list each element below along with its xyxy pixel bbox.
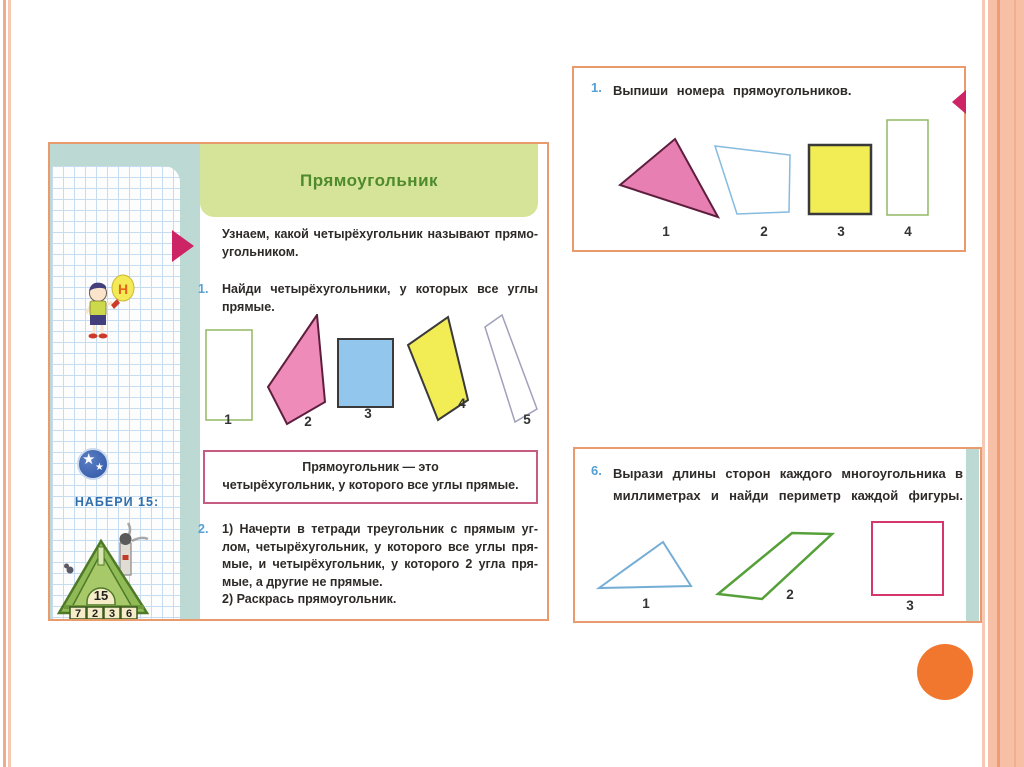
bookmark-arrow-icon — [952, 90, 966, 114]
exercise-box-1 — [572, 66, 966, 252]
shape-3-square — [872, 522, 943, 595]
star-icon: ★ — [95, 462, 104, 473]
bird-icon — [64, 564, 69, 569]
definition-term: Прямоугольник — [302, 460, 399, 474]
page-sidebar — [50, 144, 200, 619]
page-title: Прямоугольник — [200, 144, 538, 217]
exercise-text — [613, 463, 963, 507]
definition-box — [203, 450, 538, 504]
intro-line: Узнаем, какой четырёхугольник называют прямо- — [222, 227, 538, 241]
boy-shoe — [89, 334, 98, 339]
bookmark-arrow-icon — [172, 230, 194, 262]
right-edge-stripe — [982, 0, 985, 767]
task-line: лом, четырёхугольник, у которого все углы пря- — [222, 539, 538, 554]
page-edge-strip — [966, 449, 979, 621]
cell-number: 7 — [74, 608, 82, 619]
cell-number: 6 — [125, 608, 133, 619]
shape-label: 3 — [364, 406, 372, 421]
task-line: 1) Начерти в тетради треугольник с прямым уг- — [222, 522, 538, 536]
roof-ridge — [98, 547, 104, 565]
decorative-circle — [917, 644, 973, 700]
shape-1-triangle — [620, 139, 718, 217]
exercise-box-6 — [573, 447, 982, 623]
right-edge-band — [988, 0, 1024, 767]
house-illustration — [56, 521, 152, 619]
shape-label: 3 — [837, 224, 845, 239]
task-line: мые, а другие не прямые. — [222, 574, 383, 589]
shape-3-square — [809, 145, 871, 214]
exercise-number: 1. — [591, 80, 602, 95]
left-edge-stripe — [3, 0, 6, 767]
balloon-letter: Н — [117, 281, 129, 297]
sidebar-game-label: НАБЕРИ 15: — [74, 495, 160, 509]
shape-1-rectangle — [206, 330, 252, 420]
shape-2-parallelogram — [718, 533, 832, 599]
definition-line2: четырёхугольник, у которого все углы прямые. — [222, 477, 519, 492]
cell-number: 3 — [108, 608, 116, 619]
shape-label: 4 — [458, 396, 466, 411]
shape-label: 3 — [906, 598, 914, 613]
chimney-pot — [120, 533, 132, 545]
shape-2-quadrilateral — [268, 315, 325, 424]
task-line: 2) Раскрась прямоугольник. — [222, 592, 397, 606]
smoke-icon — [132, 538, 148, 541]
star-badge-icon — [77, 448, 109, 480]
boy-shirt — [90, 301, 106, 316]
cell-number: 2 — [91, 608, 99, 619]
shape-3-rectangle — [338, 339, 393, 407]
shape-label: 4 — [904, 224, 912, 239]
shape-label: 2 — [760, 224, 768, 239]
left-edge-stripe — [8, 0, 11, 767]
boy-shorts — [90, 315, 106, 325]
shape-label: 1 — [662, 224, 670, 239]
shape-label: 2 — [786, 587, 794, 602]
star-icon: ★ — [82, 451, 96, 468]
shape-2-trapezoid — [715, 146, 790, 214]
shape-5-tilted-rectangle — [485, 315, 537, 422]
exercise6-shapes — [592, 520, 952, 608]
exercise-line: Вырази длины сторон каждого многоугольника в — [613, 466, 963, 481]
intro-line: угольником. — [222, 244, 299, 259]
task-line: прямые. — [222, 299, 275, 314]
exercise-line: миллиметрах и найди периметр каждой фигуры. — [613, 488, 963, 503]
intro-paragraph — [222, 226, 538, 261]
shape-label: 1 — [224, 412, 232, 427]
boy-shoe — [99, 334, 108, 339]
task-line: мые, и четырёхугольник, у которого 2 угла пря- — [222, 557, 538, 571]
chimney-brick — [123, 555, 129, 560]
task-number: 2. — [198, 522, 209, 536]
task1-shapes — [203, 314, 543, 426]
exercise-number: 6. — [591, 463, 602, 478]
textbook-page — [48, 142, 549, 621]
exercise1-shapes — [598, 117, 938, 227]
shape-label: 5 — [523, 412, 531, 427]
task-number: 1. — [198, 282, 209, 296]
task-line: Найди четырёхугольники, у которых все углы — [222, 282, 538, 296]
shape-1-triangle — [599, 542, 691, 588]
boy-with-balloon-illustration — [78, 268, 140, 340]
shape-4-rectangle — [887, 120, 928, 215]
shape-label: 2 — [304, 414, 312, 429]
shape-label: 1 — [642, 596, 650, 611]
task-2 — [198, 521, 538, 609]
house-number: 15 — [93, 588, 109, 603]
definition-rest: — это — [398, 460, 439, 474]
task-1 — [198, 281, 538, 316]
exercise-text: Выпиши номера прямоугольников. — [613, 83, 852, 98]
